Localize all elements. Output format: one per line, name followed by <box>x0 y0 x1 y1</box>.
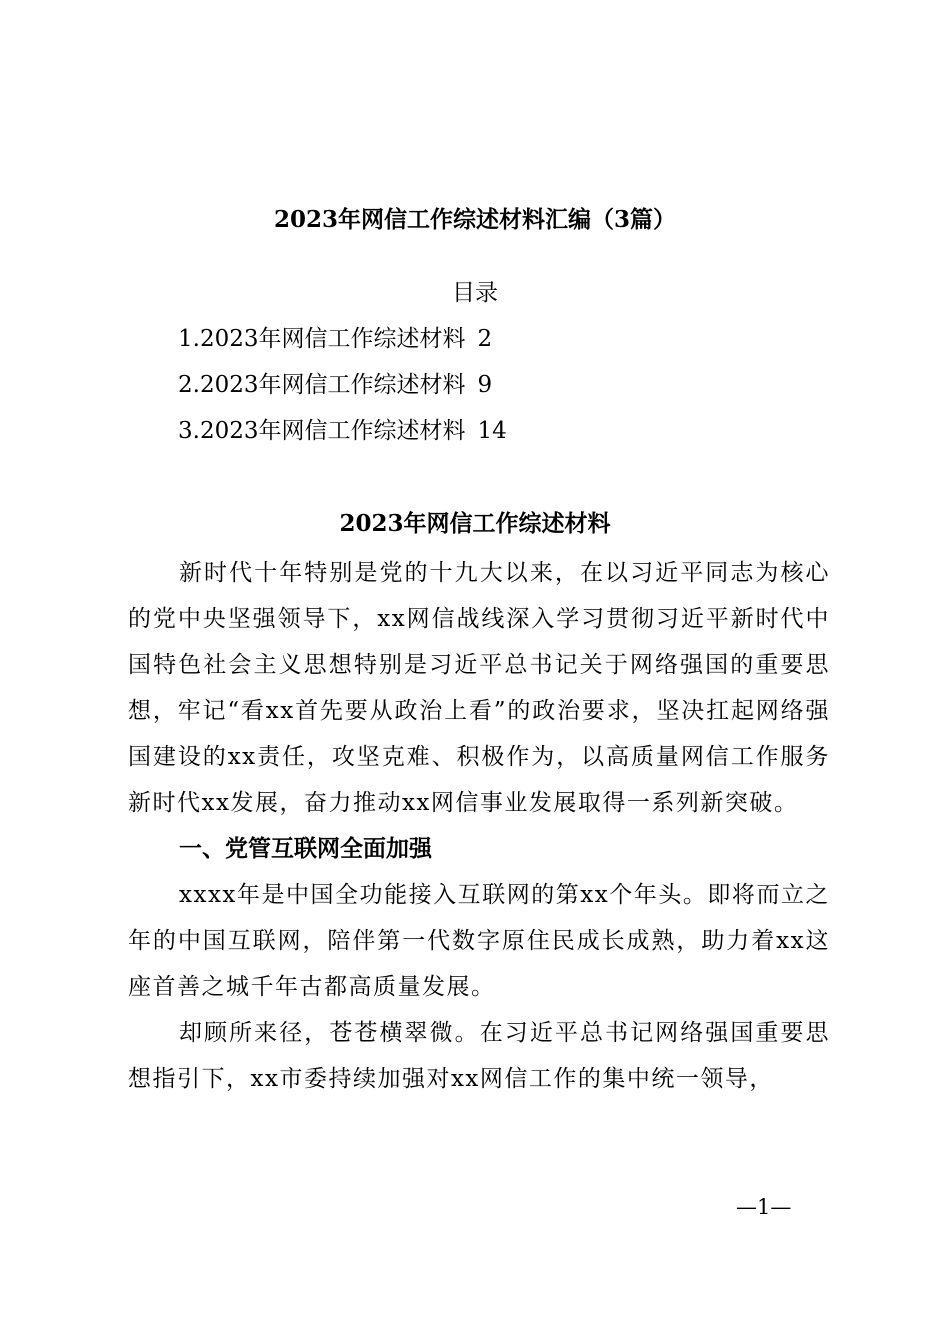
section-title: 2023年网信工作综述材料 <box>339 510 611 537</box>
toc-item[interactable] <box>178 322 778 368</box>
body-paragraph: xxxx年是中国全功能接入互联网的第xx个年头。即将而立之年的中国互联网，陪伴第一代数字原住民成长成熟，助力着xx这座首善之城千年古都高质量发展。 <box>128 882 830 1000</box>
toc-item-label: 3.2023年网信工作综述材料 <box>178 418 466 444</box>
body-paragraph: 新时代十年特别是党的十九大以来，在以习近平同志为核心的党中央坚强领导下，xx网信战线深入学习贯彻习近平新时代中国特色社会主义思想特别是习近平总书记关于网络强国的重要思想，牢记“看xx首先要从政治上看”的政治要求，坚决扛起网络强国建设的xx责任，攻坚克难、积极作为，以高质量网信工作服务新时代xx发展，奋力推动xx网信事业发展取得一系列新突破。 <box>128 560 830 816</box>
toc-item-page: 9 <box>477 372 493 398</box>
toc-item-label: 2.2023年网信工作综述材料 <box>178 372 466 398</box>
page-number: —1— <box>736 1195 792 1219</box>
toc-item-page: 14 <box>477 418 507 444</box>
toc-item[interactable] <box>178 414 778 460</box>
toc-heading: 目录 <box>452 280 498 306</box>
toc-item-label: 1.2023年网信工作综述材料 <box>178 326 466 352</box>
section-heading: 一、党管互联网全面加强 <box>179 836 432 862</box>
toc-item[interactable] <box>178 368 778 414</box>
body-paragraph: 却顾所来径，苍苍横翠微。在习近平总书记网络强国重要思想指引下，xx市委持续加强对xx网信工作的集中统一领导， <box>128 1020 830 1092</box>
document-title: 2023年网信工作综述材料汇编（3篇） <box>273 206 677 233</box>
table-of-contents <box>178 322 778 460</box>
section-body <box>128 550 830 1102</box>
toc-item-page: 2 <box>477 326 493 352</box>
